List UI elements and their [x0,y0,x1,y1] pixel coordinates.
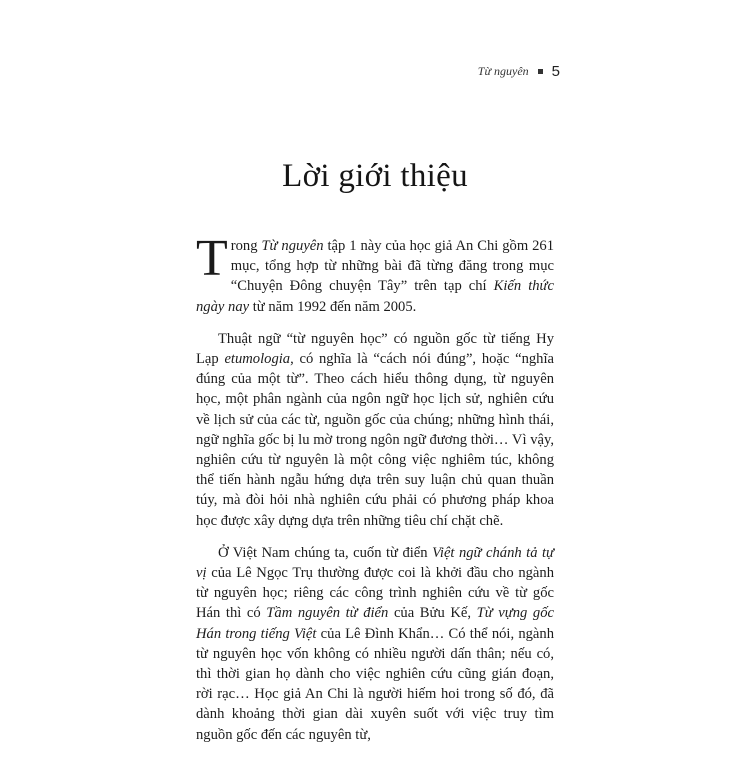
square-bullet-icon [538,69,543,74]
italic-term: Từ vựng gốc Hán trong tiếng Việt [196,605,554,642]
italic-term: Từ nguyên [261,238,324,254]
paragraph-1-text: rong Từ nguyên tập 1 này của học giả An Chi gồm 261 mục, tổng hợp từ những bài đã từng đăng trong mục “Chuyện Đông chuyện Tây” trên tạp chí Kiến thức ngày nay từ năm 1992 đến năm 2005. [196,238,554,315]
italic-term: Việt ngữ chánh tả tự vị [196,544,554,582]
italic-term: Kiến thức ngày nay [196,278,554,315]
paragraph-2: Thuật ngữ “từ nguyên học” có nguồn gốc từ tiếng Hy Lạp etumologia, có nghĩa là “cách nói đúng”, hoặc “nghĩa đúng của một từ”. Theo cách hiểu thông dụng, từ nguyên học, một phân ngành của ngôn ngữ học lịch sử, nghiên cứu về lịch sử của các từ, nguồn gốc của chúng; những hình thái, ngữ nghĩa gốc bị lu mờ trong ngôn ngữ đương thời… Vì vậy, nghiên cứu từ nguyên là một công việc nghiêm túc, không thể tiến hành ngẫu hứng dựa trên suy luận chủ quan thuần túy, mà đòi hỏi nhà nghiên cứu phải có phương pháp khoa học được xây dựng dựa trên những tiêu chí chặt chẽ. [196,330,554,529]
body-text [196,230,554,757]
running-head [450,60,560,82]
italic-term: etumologia [224,351,291,368]
italic-term: Tầm nguyên từ điển [266,605,389,622]
paragraph-1 [196,230,554,317]
page-number: 5 [551,62,560,80]
drop-cap: T [196,230,228,287]
running-title: Từ nguyên [477,63,529,78]
paragraph-3: Ở Việt Nam chúng ta, cuốn từ điển Việt ngữ chánh tả tự vị của Lê Ngọc Trụ thường được coi là khởi đầu cho ngành từ nguyên học; riêng các công trình nghiên cứu về từ gốc Hán thì có Tầm nguyên từ điển của Bửu Kế, Từ vựng gốc Hán trong tiếng Việt của Lê Đình Khẩn… Có thể nói, ngành từ nguyên học vốn không có nhiều người dấn thân; nếu có, thì thời gian họ dành cho việc nghiên cứu cũng gián đoạn, rời rạc… Học giả An Chi là người hiếm hoi trong số đó, đã dành khoảng thời gian dài xuyên suốt với việc truy tìm nguồn gốc đến các nguyên từ, [196,544,554,743]
chapter-title: Lời giới thiệu [282,158,468,194]
